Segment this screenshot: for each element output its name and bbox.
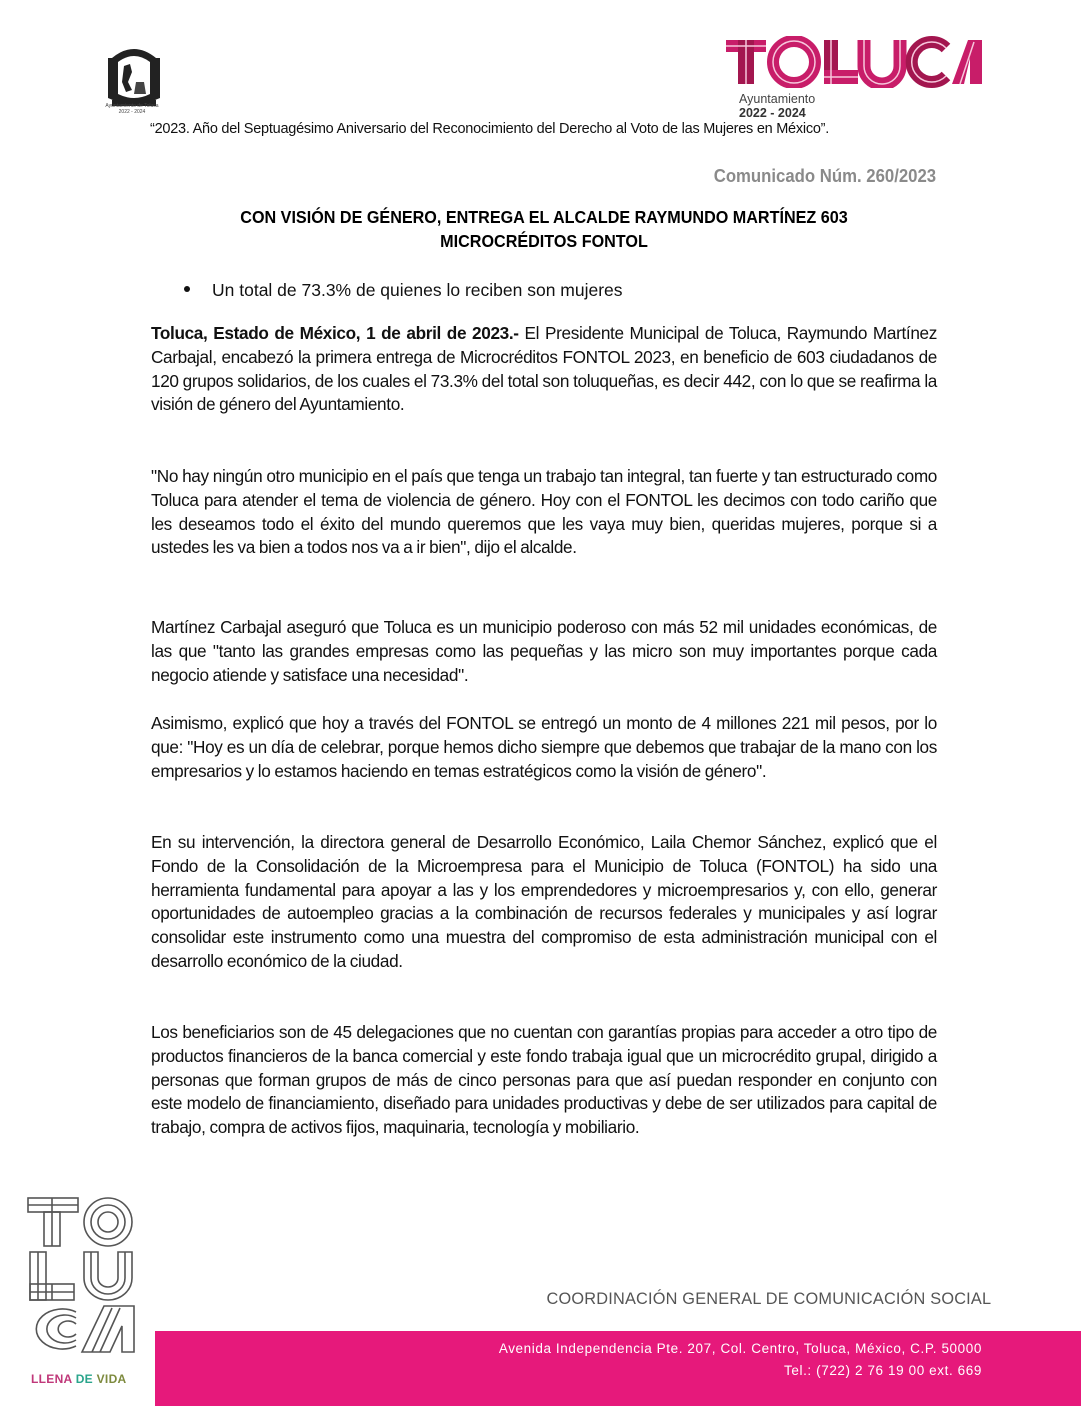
paragraph-4: Asimismo, explicó que hoy a través del FONTOL se entregó un monto de 4 millones 221 mil pesos, por lo que: "Hoy es un día de celebrar, porque hemos dicho siempre que debemos que trabajar de la mano con los empresarios y lo estamos haciendo en temas estratégicos como la visión de género". — [151, 713, 937, 781]
bullet-text: Un total de 73.3% de quienes lo reciben son mujeres — [212, 280, 623, 300]
headline — [174, 205, 915, 253]
headline-line1: CON VISIÓN DE GÉNERO, ENTREGA EL ALCALDE RAYMUNDO MARTÍNEZ 603 — [240, 207, 848, 227]
seal-caption-line2: 2022 - 2024 — [118, 109, 146, 115]
summary-bullet — [184, 280, 623, 301]
paragraph-3: Martínez Carbajal aseguró que Toluca es un municipio poderoso con más 52 mil unidades económicas, de las que "tanto las grandes empresas como las pequeñas y las micro son muy importantes porque cada negocio atiende y satisface una necesidad". — [151, 617, 937, 685]
footer-tagline — [31, 1372, 127, 1386]
paragraph-1-text: El Presidente Municipal de Toluca, Raymundo Martínez Carbajal, encabezó la primera entrega de Microcréditos FONTOL 2023, en beneficio de 603 ciudadanos de 120 grupos solidarios, de los cuales el 73.3% del total son toluqueñas, es decir 442, con lo que se reafirma la visión de género del Ayuntamiento. — [151, 323, 937, 415]
paragraph-6: Los beneficiarios son de 45 delegaciones que no cuentan con garantías propias para acceder a otro tipo de productos financieros de la banca comercial y este fondo trabaja igual que un microcrédito grupal, dirigido a personas que forman grupos de más de cinco personas para que así puedan responder en conjunto con este modelo de financiamiento, diseñado para unidades productivas y debe de ser utilizados para capital de trabajo, compra de activos fijos, maquinaria, tecnología y mobiliario. — [151, 1022, 937, 1138]
seal-caption-line1: Ayuntamiento de Toluca — [105, 103, 159, 109]
toluca-footer-logo — [26, 1196, 138, 1354]
communique-number: Comunicado Núm. 260/2023 — [713, 166, 936, 186]
coordination-office: COORDINACIÓN GENERAL DE COMUNICACIÓN SOCIAL — [546, 1289, 991, 1308]
headline-line2: MICROCRÉDITOS FONTOL — [440, 231, 648, 251]
brand-years: 2022 - 2024 — [739, 106, 806, 120]
paragraph-1 — [151, 322, 937, 417]
year-motto: “2023. Año del Septuagésimo Aniversario del Reconocimiento del Derecho al Voto de las Mujeres en México”. — [150, 121, 830, 137]
dateline: Toluca, Estado de México, 1 de abril de 2023.- — [151, 323, 519, 343]
brand-subtitle: Ayuntamiento — [739, 92, 816, 106]
toluca-brand-logo — [724, 36, 984, 88]
tagline-word-2: DE — [75, 1372, 93, 1386]
footer-phone: Tel.: (722) 2 76 19 00 ext. 669 — [784, 1363, 982, 1378]
tagline-word-3: VIDA — [96, 1372, 127, 1386]
tagline-word-1: LLENA — [31, 1372, 73, 1386]
seal-caption — [82, 103, 182, 115]
bullet-icon — [184, 286, 190, 292]
paragraph-5: En su intervención, la directora general de Desarrollo Económico, Laila Chemor Sánchez, explicó que el Fondo de la Consolidación de la Microempresa para el Municipio de Toluca (FONTOL) ha sido una herramienta fundamental para apoyar a las y los emprendedores y microempresarios y, con ello, generar oportunidades de autoempleo gracias a la combinación de recursos federales y municipales y así lograr consolidar este instrumento como una muestra del compromiso de esta administración municipal con el desarrollo económico de la ciudad. — [151, 832, 937, 971]
paragraph-2: "No hay ningún otro municipio en el país que tenga un trabajo tan integral, tan fuerte y tan estructurado como Toluca para atender el tema de violencia de género. Hoy con el FONTOL les decimos con todo cariño que les deseamos todo el éxito del mundo queremos que les vaya muy bien, queridas mujeres, porque si a ustedes les va bien a todos nos va a ir bien", dijo el alcalde. — [151, 466, 937, 558]
footer-address: Avenida Independencia Pte. 207, Col. Centro, Toluca, México, C.P. 50000 — [498, 1341, 982, 1356]
